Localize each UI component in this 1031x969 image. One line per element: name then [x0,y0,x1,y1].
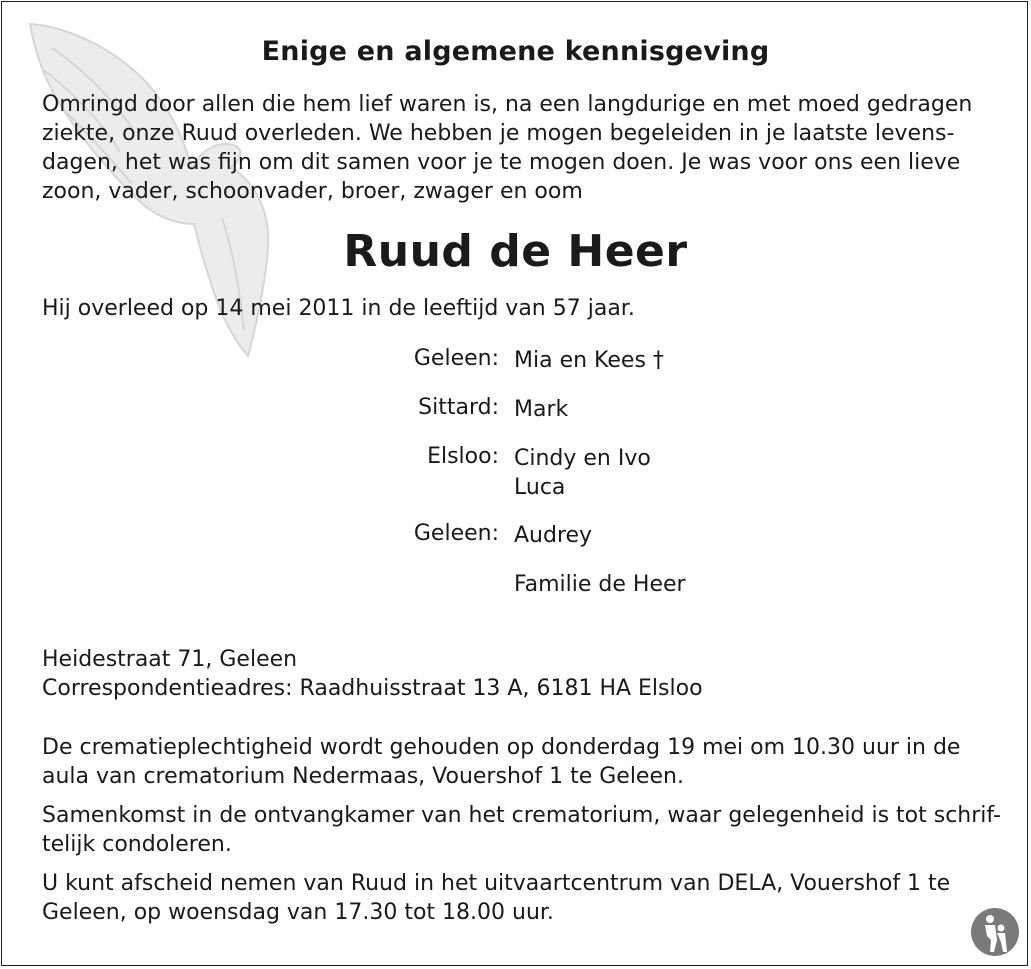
farewell-paragraph [42,869,950,927]
relative-name: Cindy en Ivo [514,446,651,471]
correspondence-address: Correspondentieadres: Raadhuisstraat 13 A, 6181 HA Elsloo [42,676,703,701]
relative-place: Geleen: [413,346,499,371]
relative-names [514,395,568,424]
relative-name: Mia en Kees † [514,348,664,373]
deceased-name: Ruud de Heer [343,226,688,277]
relative-place: Geleen: [413,521,499,546]
paragraph-line: aula van crematorium Nedermaas, Vouershof 1 te Geleen. [42,764,684,789]
intro-line: Omringd door allen die hem lief waren is, na een langdurige en met moed gedragen [42,92,973,117]
death-line: Hij overleed op 14 mei 2011 in de leeftijd van 57 jaar. [42,296,635,321]
address-block [42,645,703,703]
paragraph-line: telijk condoleren. [42,832,232,857]
relative-name: Audrey [514,523,593,548]
relative-names [514,346,664,375]
cremation-paragraph [42,733,960,791]
family-signature [514,570,686,599]
paragraph-line: Geleen, op woensdag van 17.30 tot 18.00 uur. [42,900,554,925]
paragraph-line: U kunt afscheid nemen van Ruud in het uitvaartcentrum van DELA, Vouershof 1 te [42,871,951,896]
gathering-paragraph [42,801,1001,859]
relative-name: Mark [514,397,569,422]
relative-name: Luca [514,475,566,500]
intro-line: dagen, het was fijn om dit samen voor je te mogen doen. Je was voor ons een lieve [42,150,961,175]
relative-place: Elsloo: [427,444,499,469]
intro-line: zoon, vader, schoonvader, broer, zwager en oom [42,179,583,204]
home-address: Heidestraat 71, Geleen [42,647,298,672]
intro-paragraph [42,90,992,206]
relative-names [514,521,592,550]
relative-place: Sittard: [418,395,499,420]
notice-heading: Enige en algemene kennisgeving [261,36,770,67]
intro-line: ziekte, onze Ruud overleden. We hebben je mogen begeleiden in je laatste levens- [42,121,955,146]
relative-names [514,444,651,502]
figures-logo-icon [970,906,1020,958]
paragraph-line: Samenkomst in de ontvangkamer van het crematorium, waar gelegenheid is tot schrif- [42,803,1001,828]
relative-name: Familie de Heer [514,572,686,597]
paragraph-line: De crematieplechtigheid wordt gehouden op donderdag 19 mei om 10.30 uur in de [42,735,961,760]
